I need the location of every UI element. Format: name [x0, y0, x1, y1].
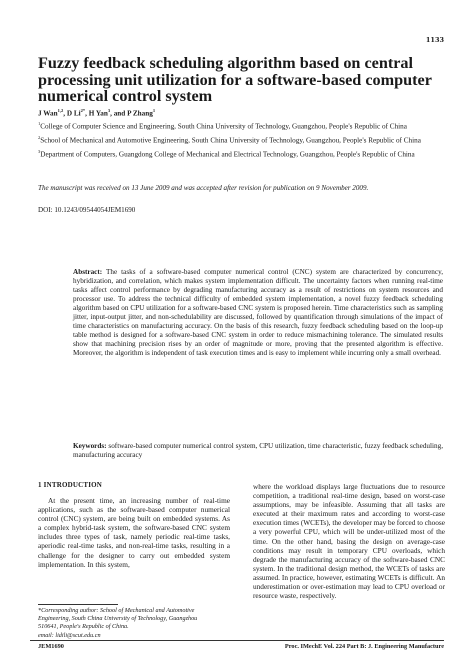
abstract	[73, 268, 443, 358]
section-heading: 1 INTRODUCTION	[38, 481, 103, 489]
affiliation: $^2$School of Mechanical and Automotive Engineering, South China University of Technology, Guangzhou, People's Republic of China	[38, 134, 421, 145]
footnote-divider	[38, 604, 118, 605]
author-affiliation-mark: 1	[152, 108, 156, 113]
author-name: H Yan	[88, 109, 108, 118]
affiliation: $^1$College of Computer Science and Engineering, South China University of Technology, Guangzhou, People's Republic of China	[38, 121, 407, 131]
corresponding-author-footnote: *Corresponding author: School of Mechanical and Automotive Engineering, South China University of Technology, Guangzhou 510641, People's Republic of China. email: lidili@scut.edu.cn	[38, 607, 198, 639]
footer-article-id: JEM1690	[38, 643, 64, 650]
intro-left-column: At the present time, an increasing number of real-time applications, such as the software-based computer numerical control (CNC) system, are being built on embedded systems. As a complex hybrid-task system, the software-based CNC system includes three types of task, namely periodic real-time tasks, aperiodic real-time tasks, and non-real-time tasks, resulting in a challenge for the designer to carry out embedded system implementation. In this system,	[38, 496, 230, 569]
keywords	[73, 442, 443, 460]
abstract-text: The tasks of a software-based computer numerical control (CNC) system are characterized by concurrency, hybridization, and correlation, which makes system implementation difficult. The uncertainty factors when running real-time tasks affect control performance by degrading manufacturing accuracy as a result of restrictions on system resources and processor use. To address the technical difficulty of embedded system implementation, a novel fuzzy feedback scheduling algorithm based on CPU utilization for a software-based CNC system is proposed herein. Time characteristics such as sampling jitter, input-output jitter, and non-schedulability are discussed, followed by quantification through simulations of the impact of time characteristics on manufacturing accuracy. On the basis of this research, fuzzy feedback scheduling based on the loop-up table method is designed for a software-based CNC system in order to reduce mismachining tolerance. The simulated results show that machining precision rises by an order of magnitude or more, proving that the presented algorithm is effective. Moreover, the algorithm is independent of task execution times and is easy to implement while incurring only a small overhead.	[73, 268, 444, 358]
footer-divider	[30, 640, 444, 641]
doi-link[interactable]: DOI: 10.1243/09544054JEM1690	[38, 206, 136, 214]
affiliation: $^3$Department of Computers, Guangdong College of Mechanical and Electrical Technology, Guangzhou, People's Republic of China	[38, 148, 415, 158]
email-link[interactable]: email: lidili@scut.edu.cn	[38, 631, 101, 639]
footer-journal: Proc. IMechE Vol. 224 Part B: J. Engineering Manufacture	[284, 643, 444, 650]
intro-right-column: where the workload displays large fluctuations due to resource competition, a traditional real-time design, based on worst-case assumptions, may be infeasible. Assuming that all tasks are executed at their maximum rates and according to worst-case execution times (WCETs), the developer may be forced to choose a very powerful CPU, which will be under-utilized most of the time. On the other hand, basing the design on average-case conditions may result in temporary CPU overloads, which degrade the manufacturing accuracy of the software-based CNC system. In the traditional design method, the WCETs of tasks are assumed. In practice, however, estimating WCETs is difficult. An underestimation or over-estimation may lead to CPU overload or resource waste, respectively.	[253, 482, 445, 601]
author-name: D Li	[66, 109, 81, 118]
abstract-label: Abstract:	[73, 268, 103, 276]
page-number: 1133	[425, 36, 444, 44]
received-note: The manuscript was received on 13 June 2009 and was accepted after revision for publication on 9 November 2009.	[38, 184, 369, 192]
author-name: P Zhang	[127, 109, 153, 118]
author-list: J Wan$^{1,2}$, D $Li^{2*}$, H Yan$^3$, and P Zhang$^1$	[38, 108, 156, 118]
keywords-label: Keywords:	[73, 442, 107, 450]
author-affiliation-mark: 1,2	[57, 108, 64, 113]
author-affiliation-mark: 3	[107, 108, 111, 113]
author-affiliation-mark: 2*	[80, 108, 86, 113]
author-name: J Wan	[38, 109, 58, 118]
article-title: Fuzzy feedback scheduling algorithm based on central processing unit utilization for a software-based computer numerical control system	[38, 54, 432, 105]
keywords-text: software-based computer numerical control system, CPU utilization, time characteristic, fuzzy feedback scheduling, manufacturing accuracy	[73, 442, 443, 460]
affiliations	[38, 119, 452, 160]
